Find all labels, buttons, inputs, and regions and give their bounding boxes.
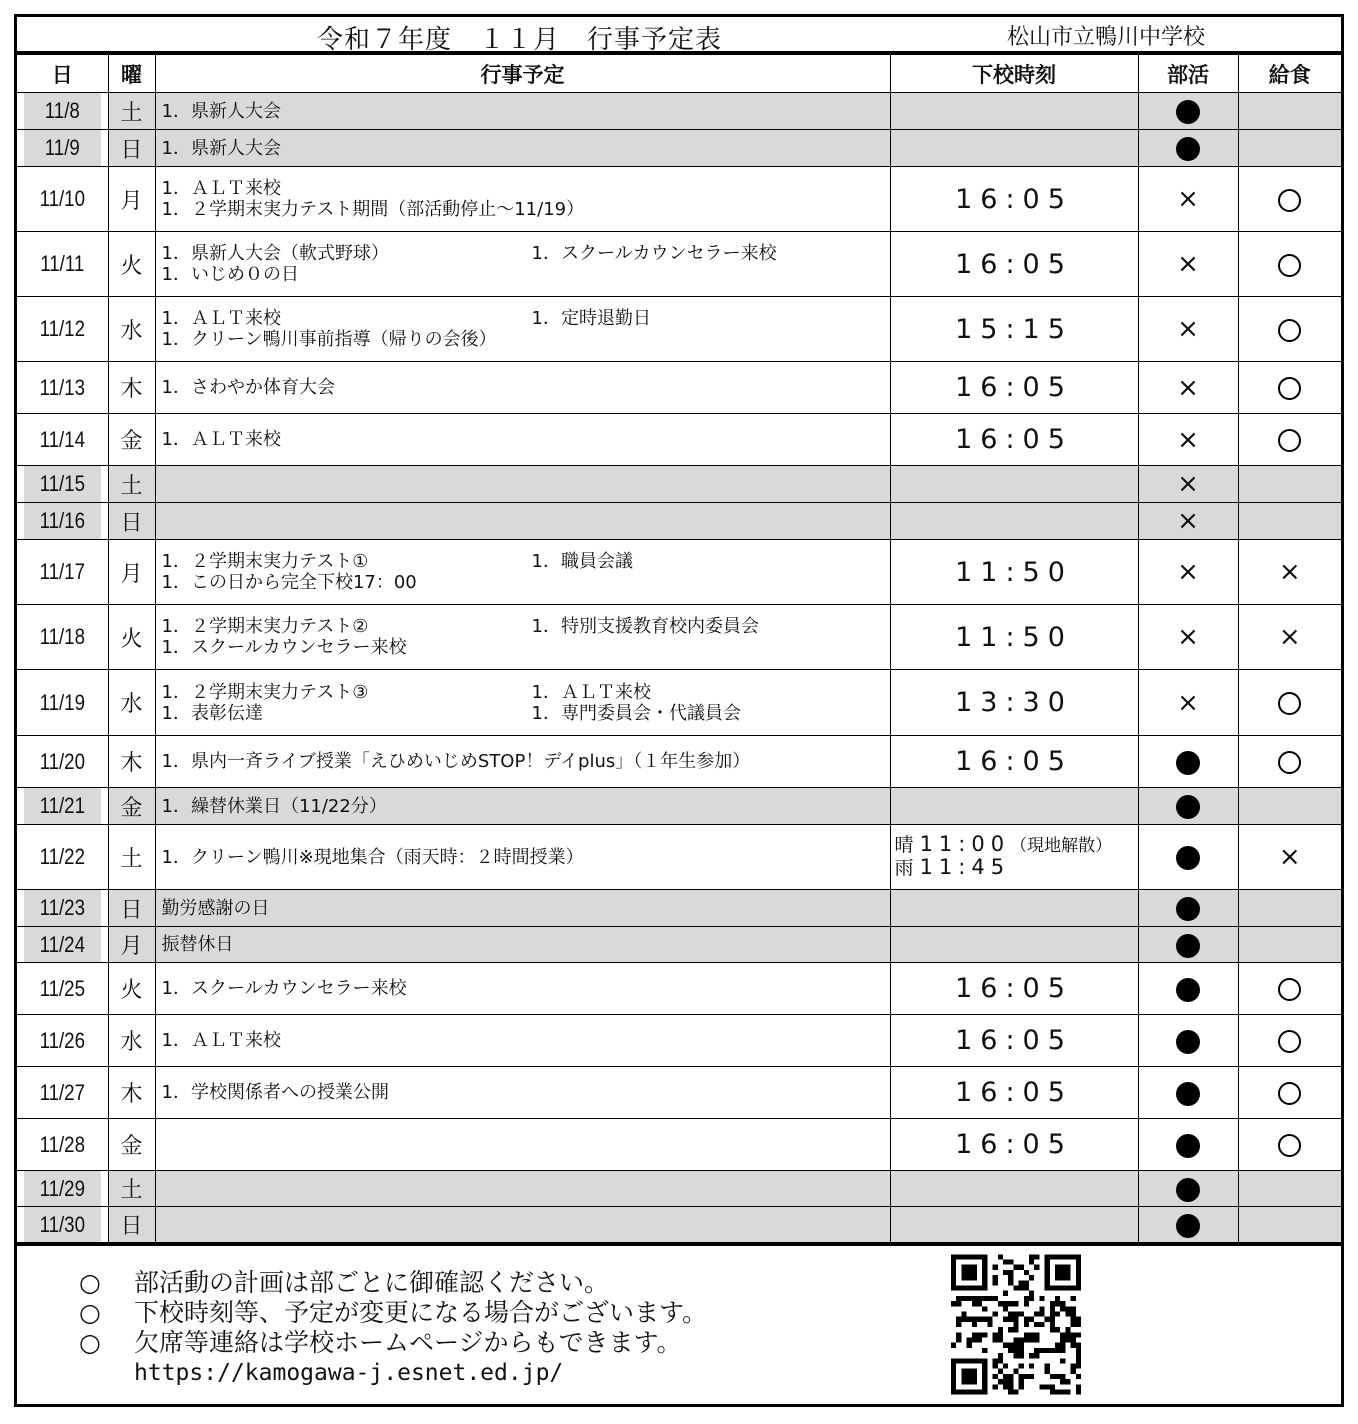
school-website-link[interactable]: https://kamogawa-j.esnet.ed.jp/ — [134, 1360, 564, 1386]
events-cell — [155, 130, 890, 167]
dismissal-time-cell — [890, 93, 1138, 130]
table-row — [17, 1119, 1341, 1171]
club-cell — [1138, 825, 1238, 890]
lunch-cell — [1238, 825, 1341, 890]
table-row — [17, 963, 1341, 1015]
filled-circle-icon — [1176, 100, 1200, 124]
table-row — [17, 890, 1341, 927]
cross-icon: × — [1177, 622, 1199, 652]
club-cell — [1138, 1119, 1238, 1171]
club-cell — [1138, 1171, 1238, 1207]
event-item: 1．ＡＬＴ来校 — [161, 178, 281, 199]
qr-code-icon[interactable] — [951, 1254, 1081, 1395]
club-cell — [1138, 540, 1238, 605]
header-dismissal: 下校時刻 — [890, 55, 1138, 93]
schedule-rows — [17, 93, 1341, 1243]
weekday-cell: 月 — [108, 540, 155, 605]
events-cell — [155, 232, 890, 297]
weekday-cell: 日 — [108, 1207, 155, 1243]
event-item: 振替休日 — [161, 934, 234, 955]
club-cell — [1138, 414, 1238, 466]
table-row — [17, 93, 1341, 130]
event-item: 1．専門委員会・代議員会 — [531, 702, 741, 724]
date-cell: 11/11 — [24, 232, 101, 297]
note-item — [79, 1268, 707, 1298]
club-cell — [1138, 503, 1238, 540]
circle-bullet-icon: ○ — [79, 1268, 101, 1297]
lunch-cell — [1238, 963, 1341, 1015]
date-cell: 11/27 — [24, 1067, 101, 1119]
page-title: 令和７年度 １１月 行事予定表 — [317, 25, 723, 55]
event-item: 1．この日から完全下校17：00 — [161, 572, 417, 593]
events-cell — [155, 1171, 890, 1207]
dismissal-time-cell: 15:15 — [890, 297, 1138, 362]
date-cell: 11/18 — [24, 605, 101, 670]
dismissal-time-cell: 16:05 — [890, 1015, 1138, 1067]
header-dow: 曜 — [108, 55, 155, 93]
dismissal-time-cell — [890, 130, 1138, 167]
event-item: 1．いじめ０の日 — [161, 264, 299, 285]
weekday-cell: 月 — [108, 927, 155, 963]
weekday-cell: 金 — [108, 414, 155, 466]
open-circle-icon — [1278, 1134, 1301, 1157]
table-row — [17, 1067, 1341, 1119]
weekday-cell: 土 — [108, 466, 155, 503]
events-cell — [155, 788, 890, 825]
event-item: 1．２学期末実力テスト② — [161, 616, 369, 637]
filled-circle-icon — [1176, 795, 1200, 819]
lunch-cell — [1238, 167, 1341, 232]
table-row — [17, 362, 1341, 414]
date-cell: 11/10 — [24, 167, 101, 232]
note-item — [79, 1298, 707, 1328]
header-events: 行事予定 — [155, 55, 890, 93]
weekday-cell: 日 — [108, 130, 155, 167]
schedule-sheet — [14, 14, 1344, 1407]
header-date: 日 — [17, 55, 108, 93]
table-row — [17, 825, 1341, 890]
event-item: 1．県新人大会（軟式野球） — [161, 243, 389, 264]
circle-bullet-icon: ○ — [79, 1328, 101, 1357]
table-row — [17, 414, 1341, 466]
filled-circle-icon — [1176, 751, 1200, 775]
weekday-cell: 土 — [108, 825, 155, 890]
table-row — [17, 466, 1341, 503]
dismissal-time-cell: 16:05 — [890, 736, 1138, 788]
event-item: 1．学校関係者への授業公開 — [161, 1082, 389, 1103]
lunch-cell — [1238, 466, 1341, 503]
club-cell — [1138, 736, 1238, 788]
dismissal-time-cell: 11:50 — [890, 540, 1138, 605]
event-item: 1．定時退勤日 — [531, 308, 651, 329]
date-cell: 11/17 — [24, 540, 101, 605]
dismissal-time-cell: 16:05 — [890, 1119, 1138, 1171]
table-row — [17, 540, 1341, 605]
club-cell — [1138, 130, 1238, 167]
dismissal-time-line — [895, 834, 1138, 857]
date-cell: 11/15 — [24, 466, 101, 503]
filled-circle-icon — [1176, 1082, 1200, 1106]
note-item — [79, 1328, 707, 1358]
date-cell: 11/16 — [24, 503, 101, 540]
events-cell — [155, 167, 890, 232]
lunch-cell — [1238, 736, 1341, 788]
open-circle-icon — [1278, 254, 1301, 277]
filled-circle-icon — [1176, 978, 1200, 1002]
event-item: 1．クリーン鴨川※現地集合（雨天時：２時間授業） — [161, 846, 584, 868]
table-row — [17, 736, 1341, 788]
date-cell: 11/19 — [24, 670, 101, 736]
cross-icon: × — [1278, 842, 1301, 872]
date-cell: 11/29 — [24, 1171, 101, 1207]
table-row — [17, 232, 1341, 297]
events-cell — [155, 503, 890, 540]
open-circle-icon — [1278, 1030, 1301, 1053]
event-item: 1．職員会議 — [531, 551, 633, 572]
lunch-cell — [1238, 788, 1341, 825]
table-row — [17, 670, 1341, 736]
club-cell — [1138, 1207, 1238, 1243]
events-cell — [155, 1207, 890, 1243]
filled-circle-icon — [1176, 897, 1200, 921]
club-cell — [1138, 605, 1238, 670]
club-cell — [1138, 362, 1238, 414]
events-cell — [155, 93, 890, 130]
weekday-cell: 金 — [108, 1119, 155, 1171]
weekday-cell: 木 — [108, 1067, 155, 1119]
weekday-cell: 火 — [108, 605, 155, 670]
events-cell — [155, 825, 890, 890]
club-cell — [1138, 927, 1238, 963]
event-item: 1．特別支援教育校内委員会 — [531, 616, 759, 637]
filled-circle-icon — [1176, 137, 1200, 161]
date-cell: 11/9 — [24, 130, 101, 167]
event-item: 1．クリーン鴨川事前指導（帰りの会後） — [161, 329, 497, 350]
lunch-cell — [1238, 1067, 1341, 1119]
club-cell — [1138, 670, 1238, 736]
note-text: 下校時刻等、予定が変更になる場合がございます。 — [134, 1298, 708, 1327]
dismissal-time-cell — [890, 466, 1138, 503]
header-club: 部活 — [1138, 55, 1238, 93]
dismissal-time-cell — [890, 890, 1138, 927]
filled-circle-icon — [1176, 1030, 1200, 1054]
weekday-cell: 日 — [108, 890, 155, 927]
event-item: 1．県内一斉ライブ授業「えひめいじめSTOP！デイplus」（１年生参加） — [161, 751, 751, 772]
footer-notes — [17, 1243, 1341, 1407]
notes-list — [79, 1268, 707, 1388]
filled-circle-icon — [1176, 846, 1200, 870]
event-item: 1．表彰伝達 — [161, 702, 263, 724]
event-item: 勤労感謝の日 — [161, 897, 270, 919]
club-cell — [1138, 232, 1238, 297]
cross-icon: × — [1278, 557, 1301, 587]
date-cell: 11/13 — [24, 362, 101, 414]
weekday-cell: 金 — [108, 788, 155, 825]
cross-icon: × — [1177, 687, 1199, 718]
club-cell — [1138, 1067, 1238, 1119]
dismissal-time-cell — [890, 825, 1138, 890]
event-item: 1．スクールカウンセラー来校 — [531, 243, 777, 264]
lunch-cell — [1238, 130, 1341, 167]
date-cell: 11/28 — [24, 1119, 101, 1171]
weather-label: 雨 — [894, 857, 914, 879]
weekday-cell: 水 — [108, 670, 155, 736]
date-cell: 11/24 — [24, 927, 101, 963]
weekday-cell: 木 — [108, 736, 155, 788]
weekday-cell: 月 — [108, 167, 155, 232]
time-value: 11:00 — [919, 832, 1011, 856]
table-row — [17, 503, 1341, 540]
school-name: 松山市立鴨川中学校 — [1007, 25, 1206, 50]
event-item: 1．県新人大会 — [161, 100, 281, 122]
cross-icon: × — [1177, 372, 1199, 403]
date-cell: 11/14 — [24, 414, 101, 466]
event-item: 1．繰替休業日（11/22分） — [161, 795, 387, 817]
date-cell: 11/22 — [24, 825, 101, 890]
dismissal-time-cell: 16:05 — [890, 167, 1138, 232]
open-circle-icon — [1278, 751, 1301, 774]
dismissal-time-cell — [890, 1171, 1138, 1207]
event-item: 1．さわやか体育大会 — [161, 377, 335, 398]
cross-icon: × — [1177, 184, 1199, 214]
events-cell — [155, 1119, 890, 1171]
weekday-cell: 木 — [108, 362, 155, 414]
filled-circle-icon — [1176, 1178, 1200, 1202]
event-item: 1．２学期末実力テスト① — [161, 551, 369, 572]
club-cell — [1138, 167, 1238, 232]
date-cell: 11/25 — [24, 963, 101, 1015]
table-row — [17, 1171, 1341, 1207]
open-circle-icon — [1278, 377, 1301, 400]
events-cell — [155, 297, 890, 362]
dismissal-time-cell: 11:50 — [890, 605, 1138, 670]
dismissal-time-line — [895, 857, 1138, 880]
lunch-cell — [1238, 93, 1341, 130]
header-lunch: 給食 — [1238, 55, 1341, 93]
event-item: 1．ＡＬＴ来校 — [161, 429, 281, 450]
events-cell — [155, 890, 890, 927]
events-cell — [155, 362, 890, 414]
events-cell — [155, 927, 890, 963]
events-cell — [155, 1015, 890, 1067]
lunch-cell — [1238, 232, 1341, 297]
lunch-cell — [1238, 503, 1341, 540]
table-row — [17, 297, 1341, 362]
dismissal-time-cell: 16:05 — [890, 362, 1138, 414]
dismissal-time-cell: 16:05 — [890, 414, 1138, 466]
dismissal-time-cell — [890, 927, 1138, 963]
cross-icon: × — [1177, 249, 1199, 279]
weekday-cell: 土 — [108, 93, 155, 130]
circle-bullet-icon: ○ — [79, 1298, 101, 1327]
lunch-cell — [1238, 605, 1341, 670]
weather-label: 晴 — [894, 834, 914, 856]
lunch-cell — [1238, 362, 1341, 414]
lunch-cell — [1238, 540, 1341, 605]
lunch-cell — [1238, 1119, 1341, 1171]
open-circle-icon — [1278, 189, 1301, 212]
date-cell: 11/23 — [24, 890, 101, 927]
date-cell: 11/21 — [24, 788, 101, 825]
lunch-cell — [1238, 890, 1341, 927]
weekday-cell: 水 — [108, 297, 155, 362]
events-cell — [155, 1067, 890, 1119]
cross-icon: × — [1177, 469, 1199, 499]
open-circle-icon — [1278, 1082, 1301, 1105]
open-circle-icon — [1278, 978, 1301, 1001]
time-note: （現地解散） — [1010, 836, 1113, 856]
cross-icon: × — [1278, 622, 1301, 652]
cross-icon: × — [1177, 557, 1199, 587]
cross-icon: × — [1177, 506, 1199, 536]
weekday-cell: 火 — [108, 963, 155, 1015]
table-row — [17, 788, 1341, 825]
lunch-cell — [1238, 1015, 1341, 1067]
weekday-cell: 日 — [108, 503, 155, 540]
club-cell — [1138, 466, 1238, 503]
date-cell: 11/8 — [24, 93, 101, 130]
header-row — [17, 55, 1341, 93]
note-text: 欠席等連絡は学校ホームページからもできます。 — [134, 1328, 682, 1357]
events-cell — [155, 670, 890, 736]
table-row — [17, 927, 1341, 963]
events-cell — [155, 466, 890, 503]
event-item: 1．２学期末実力テスト③ — [161, 681, 369, 703]
weekday-cell: 水 — [108, 1015, 155, 1067]
open-circle-icon — [1278, 429, 1301, 452]
schedule-table — [17, 54, 1341, 1243]
cross-icon: × — [1177, 314, 1199, 344]
events-cell — [155, 414, 890, 466]
event-item: 1．ＡＬＴ来校 — [531, 681, 651, 703]
lunch-cell — [1238, 670, 1341, 736]
club-cell — [1138, 890, 1238, 927]
dismissal-time-cell: 16:05 — [890, 963, 1138, 1015]
events-cell — [155, 963, 890, 1015]
table-row — [17, 167, 1341, 232]
dismissal-time-cell: 13:30 — [890, 670, 1138, 736]
event-item: 1．ＡＬＴ来校 — [161, 1030, 281, 1051]
date-cell: 11/20 — [24, 736, 101, 788]
club-cell — [1138, 788, 1238, 825]
open-circle-icon — [1278, 692, 1301, 715]
weekday-cell: 土 — [108, 1171, 155, 1207]
club-cell — [1138, 297, 1238, 362]
filled-circle-icon — [1176, 1214, 1200, 1238]
table-row — [17, 130, 1341, 167]
event-item: 1．２学期末実力テスト期間（部活動停止～11/19） — [161, 199, 585, 220]
event-item: 1．スクールカウンセラー来校 — [161, 637, 407, 658]
events-cell — [155, 540, 890, 605]
dismissal-time-cell — [890, 788, 1138, 825]
date-cell: 11/30 — [24, 1207, 101, 1243]
title-row — [17, 17, 1341, 54]
club-cell — [1138, 1015, 1238, 1067]
club-cell — [1138, 963, 1238, 1015]
table-row — [17, 1015, 1341, 1067]
event-item: 1．県新人大会 — [161, 137, 281, 159]
time-value: 11:45 — [919, 855, 1011, 879]
lunch-cell — [1238, 297, 1341, 362]
lunch-cell — [1238, 1171, 1341, 1207]
lunch-cell — [1238, 414, 1341, 466]
club-cell — [1138, 93, 1238, 130]
lunch-cell — [1238, 1207, 1341, 1243]
events-cell — [155, 605, 890, 670]
dismissal-time-cell — [890, 503, 1138, 540]
lunch-cell — [1238, 927, 1341, 963]
cross-icon: × — [1177, 424, 1199, 455]
dismissal-time-cell: 16:05 — [890, 1067, 1138, 1119]
dismissal-time-cell — [890, 1207, 1138, 1243]
date-cell: 11/26 — [24, 1015, 101, 1067]
open-circle-icon — [1278, 319, 1301, 342]
filled-circle-icon — [1176, 934, 1200, 958]
event-item: 1．ＡＬＴ来校 — [161, 308, 281, 329]
date-cell: 11/12 — [24, 297, 101, 362]
dismissal-time-cell: 16:05 — [890, 232, 1138, 297]
note-text: 部活動の計画は部ごとに御確認ください。 — [134, 1268, 610, 1297]
filled-circle-icon — [1176, 1134, 1200, 1158]
event-item: 1．スクールカウンセラー来校 — [161, 978, 407, 999]
table-row — [17, 605, 1341, 670]
table-row — [17, 1207, 1341, 1243]
events-cell — [155, 736, 890, 788]
weekday-cell: 火 — [108, 232, 155, 297]
